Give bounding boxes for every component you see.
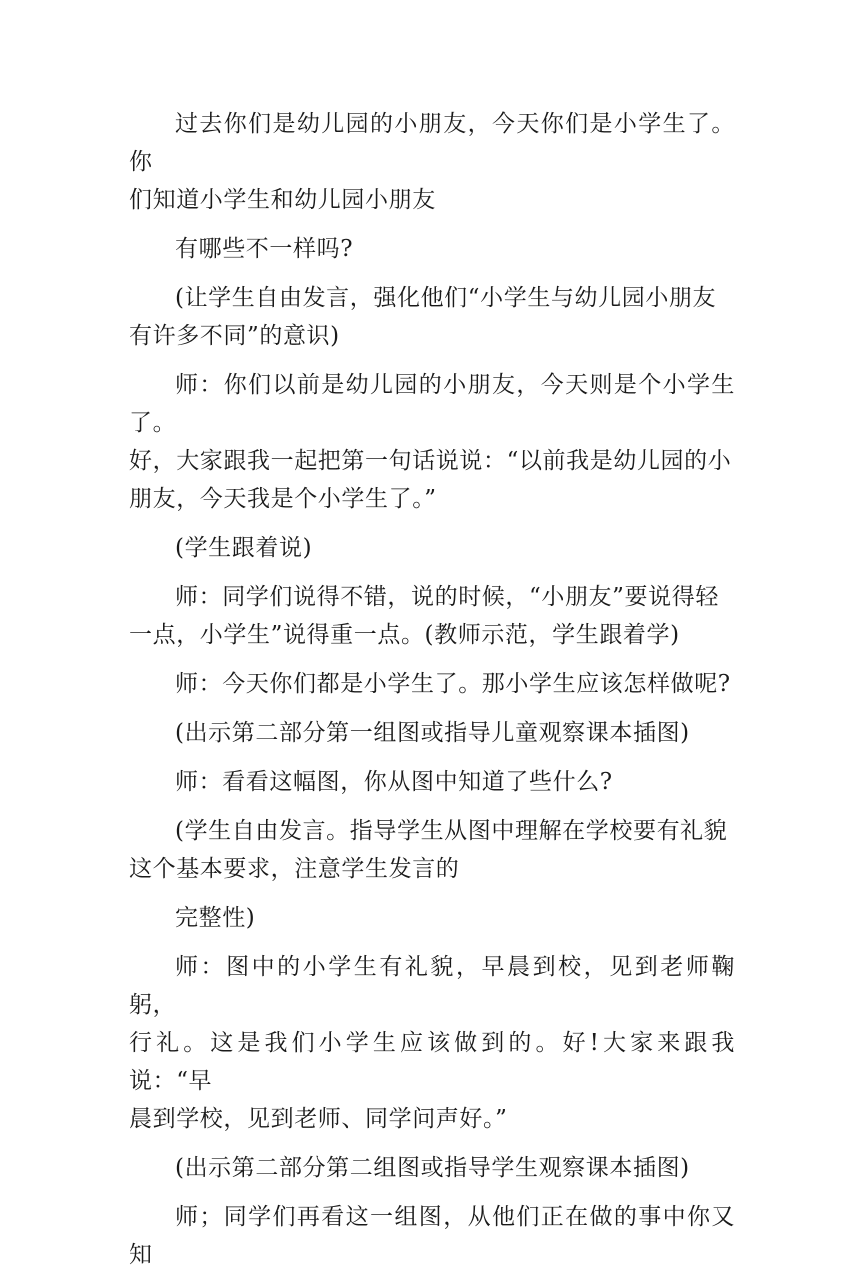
text-line: 一点，小学生”说得重一点。(教师示范，学生跟着学) [129, 622, 680, 648]
text-line: 朋友，今天我是个小学生了。” [129, 486, 437, 512]
paragraph [129, 714, 735, 752]
text-line: 师：看看这幅图，你从图中知道了些什么? [175, 769, 613, 795]
paragraph [129, 665, 735, 703]
text-line: 这个基本要求，注意学生发言的 [129, 856, 460, 882]
text-line: 师；同学们再看这一组图，从他们正在做的事中你又知 [129, 1204, 735, 1268]
text-line: (学生自由发言。指导学生从图中理解在学校要有礼貌 [175, 818, 728, 844]
text-line: (学生跟着说) [175, 535, 313, 561]
paragraph [129, 366, 735, 518]
text-line: 有哪些不一样吗? [175, 236, 354, 262]
text-line: 行礼。这是我们小学生应该做到的。好!大家来跟我说：“早 [129, 1030, 735, 1094]
text-line: 师：今天你们都是小学生了。那小学生应该怎样做呢? [175, 671, 731, 697]
paragraph [129, 763, 735, 801]
text-line: 师：同学们说得不错，说的时候，“小朋友”要说得轻 [175, 584, 719, 610]
paragraph [129, 279, 735, 355]
paragraph [129, 1198, 735, 1274]
text-line: 过去你们是幼儿园的小朋友，今天你们是小学生了。你 [129, 111, 735, 175]
paragraph [129, 1149, 735, 1187]
text-line: (出示第二部分第一组图或指导儿童观察课本插图) [175, 720, 690, 746]
text-line: 们知道小学生和幼儿园小朋友 [129, 187, 436, 213]
text-line: 好，大家跟我一起把第一句话说说：“以前我是幼儿园的小 [129, 448, 732, 474]
paragraph [129, 529, 735, 567]
paragraph [129, 948, 735, 1138]
paragraph [129, 230, 735, 268]
text-line: 完整性) [175, 905, 256, 931]
text-line: (让学生自由发言，强化他们“小学生与幼儿园小朋友 [175, 285, 717, 311]
text-line: 师：图中的小学生有礼貌，早晨到校，见到老师鞠躬， [129, 954, 735, 1018]
paragraph [129, 899, 735, 937]
text-line: (出示第二部分第二组图或指导学生观察课本插图) [175, 1155, 690, 1181]
text-line: 晨到学校，见到老师、同学问声好。” [129, 1106, 508, 1132]
document-body [129, 105, 735, 1274]
text-line: 有许多不同”的意识) [129, 323, 340, 349]
paragraph [129, 812, 735, 888]
paragraph [129, 578, 735, 654]
paragraph [129, 105, 735, 219]
text-line: 师：你们以前是幼儿园的小朋友，今天则是个小学生了。 [129, 372, 735, 436]
